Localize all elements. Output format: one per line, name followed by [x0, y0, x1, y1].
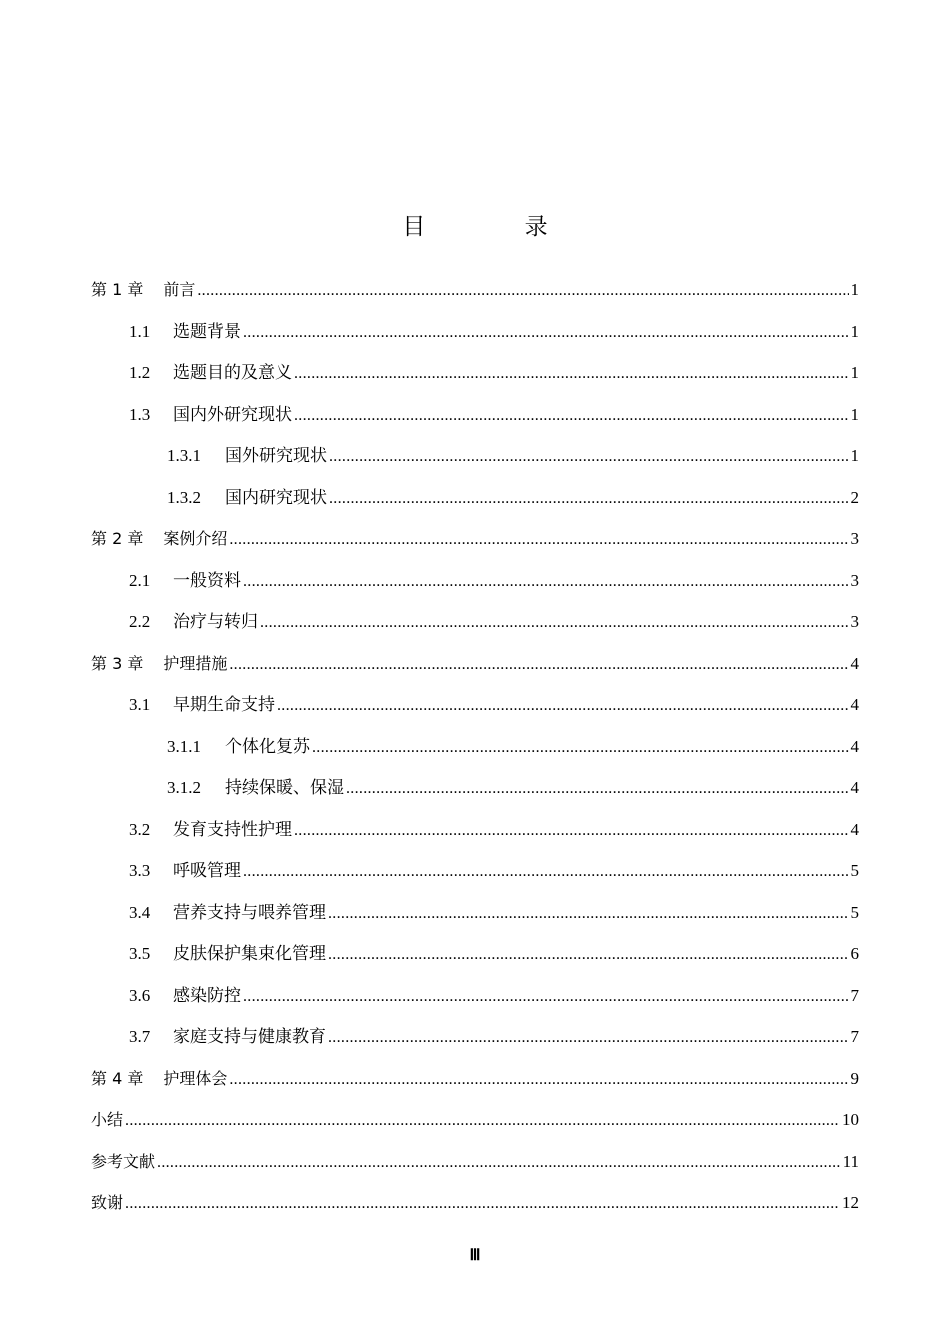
toc-entry-title: 早期生命支持: [173, 695, 275, 714]
toc-entry-title: 家庭支持与健康教育: [173, 1027, 326, 1046]
toc-entry-number: 2.2: [129, 612, 151, 631]
toc-entry-page: 4: [850, 653, 859, 673]
footer-page-number: Ⅲ: [469, 1247, 481, 1264]
toc-entry-page: 5: [850, 861, 859, 880]
toc-dot-leader: [312, 727, 849, 769]
toc-entry-page: 7: [850, 985, 859, 1005]
toc-entry-number: 3.1.1: [167, 736, 201, 756]
toc-dot-leader: [328, 1017, 849, 1059]
toc-entry[interactable]: [91, 1016, 859, 1058]
toc-entry-number: 1.3.1: [167, 446, 201, 465]
toc-entry-number: 1.2: [129, 363, 151, 382]
toc-entry-title: 护理措施: [163, 653, 228, 673]
toc-entry-number: 3.5: [129, 944, 151, 963]
toc-entry-page: 4: [850, 778, 859, 797]
toc-entry-title: 国内研究现状: [225, 487, 327, 507]
toc-entry-number: 1.1: [129, 321, 151, 341]
toc-entry-title: 感染防控: [173, 985, 241, 1005]
toc-entry-page: 1: [850, 446, 859, 465]
toc-entry[interactable]: [91, 394, 859, 436]
toc-entry-number: 3.6: [129, 985, 151, 1005]
toc-dot-leader: [346, 768, 849, 810]
toc-entry-number: 1.3.2: [167, 487, 201, 507]
toc-entry-title: 一般资料: [173, 570, 241, 590]
toc-dot-leader: [294, 353, 849, 395]
toc-entry-number: 3.1: [129, 695, 151, 714]
toc-entry-title: 国外研究现状: [225, 446, 327, 465]
toc-entry[interactable]: [91, 975, 859, 1017]
table-of-contents: [91, 269, 859, 1224]
toc-dot-leader: [243, 976, 849, 1018]
toc-entry[interactable]: [91, 809, 859, 851]
toc-entry-title: 呼吸管理: [173, 861, 241, 880]
toc-entry-title: 国内外研究现状: [173, 404, 292, 424]
toc-entry-page: 4: [850, 736, 859, 756]
toc-entry-title: 小结: [91, 1110, 124, 1129]
toc-dot-leader: [328, 934, 849, 976]
toc-dot-leader: [125, 1183, 840, 1225]
toc-entry[interactable]: [91, 1099, 859, 1141]
toc-entry-number: 1.3: [129, 404, 151, 424]
toc-entry[interactable]: [91, 1182, 859, 1224]
toc-entry-page: 6: [850, 944, 859, 963]
toc-entry-number: 第 1 章: [91, 280, 144, 299]
toc-dot-leader: [329, 478, 849, 520]
toc-entry-page: 10: [842, 1110, 859, 1129]
toc-entry[interactable]: [91, 601, 859, 643]
toc-entry-page: 1: [850, 321, 859, 341]
toc-entry-title: 选题目的及意义: [173, 363, 292, 382]
toc-entry-title: 参考文献: [91, 1151, 156, 1171]
toc-entry-page: 3: [850, 570, 859, 590]
toc-dot-leader: [229, 644, 848, 686]
toc-entry-page: 12: [842, 1193, 859, 1212]
toc-entry[interactable]: [91, 477, 859, 519]
toc-entry[interactable]: [91, 767, 859, 809]
toc-entry-number: 3.7: [129, 1027, 151, 1046]
toc-dot-leader: [125, 1100, 840, 1142]
toc-entry-page: 5: [850, 902, 859, 922]
toc-dot-leader: [229, 1059, 848, 1101]
toc-dot-leader: [329, 436, 849, 478]
toc-entry[interactable]: [91, 684, 859, 726]
toc-entry-page: 1: [850, 280, 859, 299]
toc-dot-leader: [157, 1142, 841, 1184]
toc-entry-title: 致谢: [91, 1193, 124, 1212]
toc-entry-title: 案例介绍: [163, 529, 228, 548]
toc-entry-page: 3: [850, 612, 859, 631]
toc-entry-page: 7: [850, 1027, 859, 1046]
toc-entry-number: 2.1: [129, 570, 151, 590]
toc-entry-number: 3.3: [129, 861, 151, 880]
toc-entry[interactable]: [91, 435, 859, 477]
toc-entry-title: 发育支持性护理: [173, 819, 292, 839]
page-title: 目 录: [402, 214, 594, 240]
toc-entry-page: 1: [850, 404, 859, 424]
toc-entry-number: 第 2 章: [91, 529, 144, 548]
toc-entry-number: 第 4 章: [91, 1068, 144, 1088]
toc-entry[interactable]: [91, 1058, 859, 1100]
toc-entry-title: 持续保暖、保湿: [225, 778, 344, 797]
toc-dot-leader: [243, 851, 849, 893]
toc-entry-title: 个体化复苏: [225, 736, 310, 756]
toc-dot-leader: [294, 395, 849, 437]
toc-entry[interactable]: [91, 560, 859, 602]
toc-entry[interactable]: [91, 892, 859, 934]
toc-entry[interactable]: [91, 726, 859, 768]
toc-entry-title: 营养支持与喂养管理: [173, 902, 326, 922]
toc-entry[interactable]: [91, 1141, 859, 1183]
toc-dot-leader: [277, 685, 849, 727]
toc-entry-number: 第 3 章: [91, 653, 144, 673]
toc-entry[interactable]: [91, 352, 859, 394]
toc-entry-page: 9: [850, 1068, 859, 1088]
toc-entry[interactable]: [91, 643, 859, 685]
toc-entry-title: 皮肤保护集束化管理: [173, 944, 326, 963]
toc-entry-title: 前言: [163, 280, 196, 299]
toc-dot-leader: [260, 602, 849, 644]
toc-entry-page: 11: [842, 1151, 859, 1171]
toc-entry[interactable]: [91, 933, 859, 975]
toc-dot-leader: [197, 270, 848, 312]
toc-entry-number: 3.2: [129, 819, 151, 839]
toc-entry-page: 4: [850, 695, 859, 714]
toc-entry-page: 4: [850, 819, 859, 839]
toc-entry-title: 选题背景: [173, 321, 241, 341]
toc-entry[interactable]: [91, 269, 859, 311]
toc-entry-number: 3.1.2: [167, 778, 201, 797]
toc-entry-title: 治疗与转归: [173, 612, 258, 631]
toc-entry[interactable]: [91, 518, 859, 560]
toc-dot-leader: [243, 561, 849, 603]
toc-entry[interactable]: [91, 850, 859, 892]
toc-dot-leader: [229, 519, 848, 561]
toc-entry-number: 3.4: [129, 902, 151, 922]
toc-entry-page: 2: [850, 487, 859, 507]
toc-entry-page: 1: [850, 363, 859, 382]
toc-entry[interactable]: [91, 311, 859, 353]
toc-entry-title: 护理体会: [163, 1068, 228, 1088]
toc-entry-page: 3: [850, 529, 859, 548]
toc-dot-leader: [328, 893, 849, 935]
toc-dot-leader: [294, 810, 849, 852]
toc-dot-leader: [243, 312, 849, 354]
